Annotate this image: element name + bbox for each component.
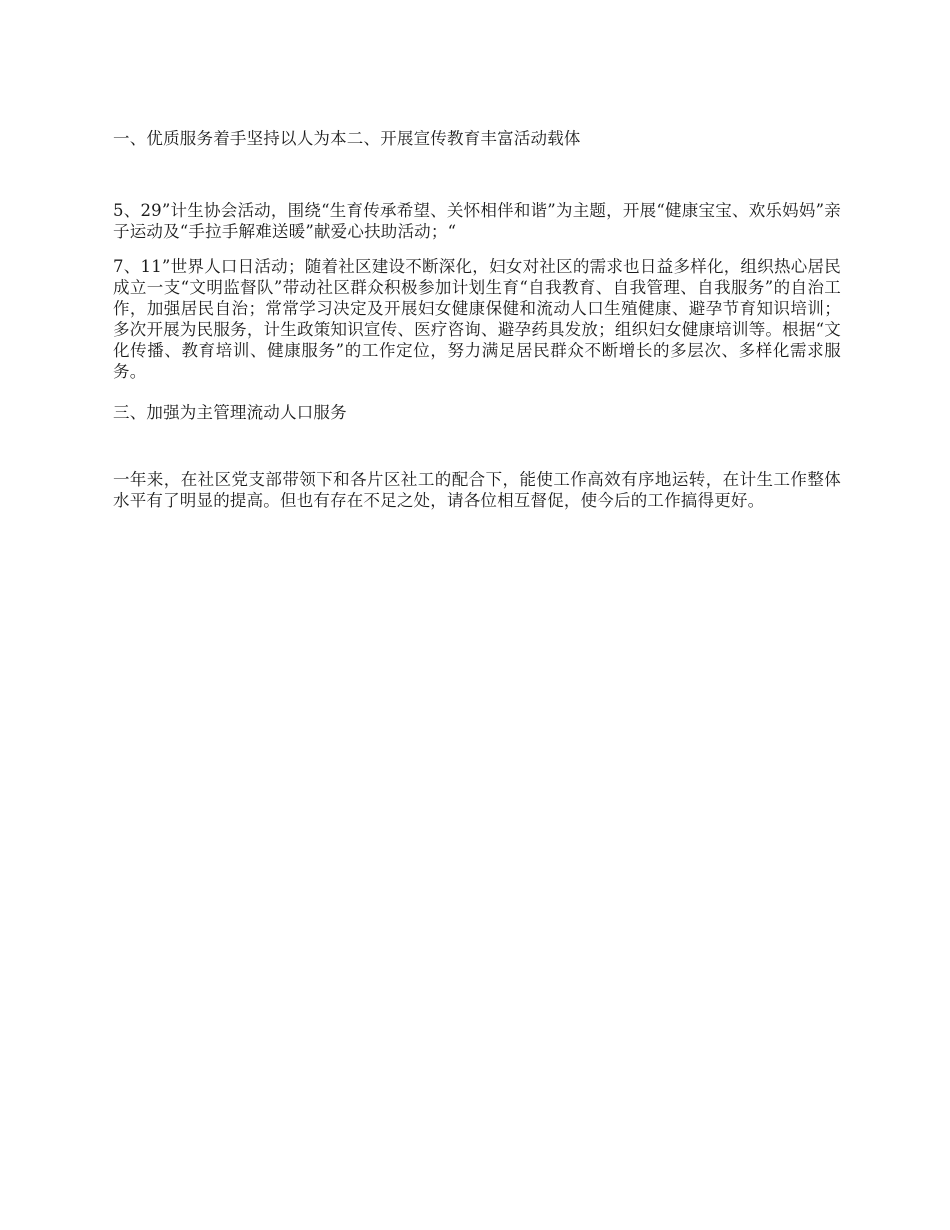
section-heading-3: 三、加强为主管理流动人口服务 xyxy=(113,403,347,422)
section-heading-1-2: 一、优质服务着手坚持以人为本二、开展宣传教育丰富活动载体 xyxy=(113,129,581,148)
paragraph-summary: 一年来，在社区党支部带领下和各片区社工的配合下，能使工作高效有序地运转，在计生工作整体水平有了明显的提高。但也有存在不足之处，请各位相互督促，使今后的工作搞得更好。 xyxy=(113,470,841,510)
paragraph-activity-529: 5、29”计生协会活动，围绕“生育传承希望、关怀相伴和谐”为主题，开展“健康宝宝、欢乐妈妈”亲子运动及“手拉手解难送暖”献爱心扶助活动；“ xyxy=(113,201,841,241)
paragraph-activity-711: 7、11”世界人口日活动；随着社区建设不断深化，妇女对社区的需求也日益多样化，组织热心居民成立一支“文明监督队”带动社区群众积极参加计划生育“自我教育、自我管理、自我服务”的自治工作，加强居民自治；常常学习决定及开展妇女健康保健和流动人口生殖健康、避孕节育知识培训；多次开展为民服务，计生政策知识宣传、医疗咨询、避孕药具发放；组织妇女健康培训等。根据“文化传播、教育培训、健康服务”的工作定位，努力满足居民群众不断增长的多层次、多样化需求服务。 xyxy=(113,257,841,381)
